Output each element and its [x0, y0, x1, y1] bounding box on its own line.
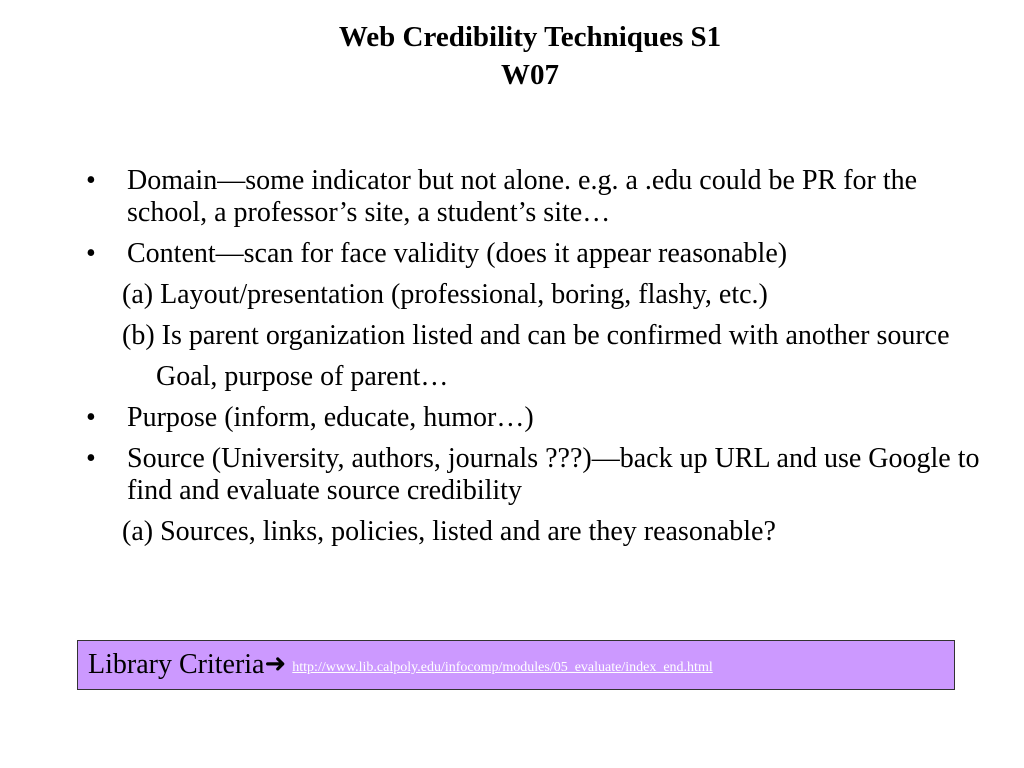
list-item — [86, 238, 986, 270]
bullet-icon: • — [86, 238, 96, 269]
list-item — [86, 443, 986, 507]
list-item-text: Domain—some indicator but not alone. e.g. a .edu could be PR for the school, a professor’s site, a student’s site… — [127, 165, 918, 228]
sub-list-item — [86, 279, 986, 311]
list-item-text: Source (University, authors, journals ???)—back up URL and use Google to find and evaluate source credibility — [127, 443, 980, 506]
bullet-icon: • — [86, 402, 96, 433]
list-item-text: Purpose (inform, educate, humor…) — [127, 402, 534, 433]
sub-sub-list-item-text: Goal, purpose of parent… — [156, 361, 449, 392]
library-criteria-label: Library Criteria — [88, 649, 265, 680]
title-line-2: W07 — [501, 59, 559, 91]
slide-title — [230, 18, 830, 94]
sub-list-item — [86, 516, 986, 548]
bullet-list — [86, 165, 986, 557]
sub-list-item-text: (a) Sources, links, policies, listed and are they reasonable? — [122, 516, 776, 547]
sub-list-item-text: (b) Is parent organization listed and can be confirmed with another source — [122, 320, 950, 351]
sub-list-item — [86, 320, 986, 352]
bullet-icon: • — [86, 165, 96, 196]
list-item — [86, 402, 986, 434]
list-item-text: Content—scan for face validity (does it appear reasonable) — [127, 238, 788, 269]
sub-sub-list-item — [86, 361, 986, 393]
arrow-right-icon: ➜ — [264, 649, 287, 679]
title-line-1: Web Credibility Techniques S1 — [338, 21, 722, 53]
library-criteria-box — [77, 640, 955, 690]
list-item — [86, 165, 986, 229]
sub-list-item-text: (a) Layout/presentation (professional, boring, flashy, etc.) — [122, 279, 768, 310]
bullet-icon: • — [86, 443, 96, 474]
library-criteria-link[interactable]: http://www.lib.calpoly.edu/infocomp/modules/05_evaluate/index_end.html — [292, 660, 713, 675]
